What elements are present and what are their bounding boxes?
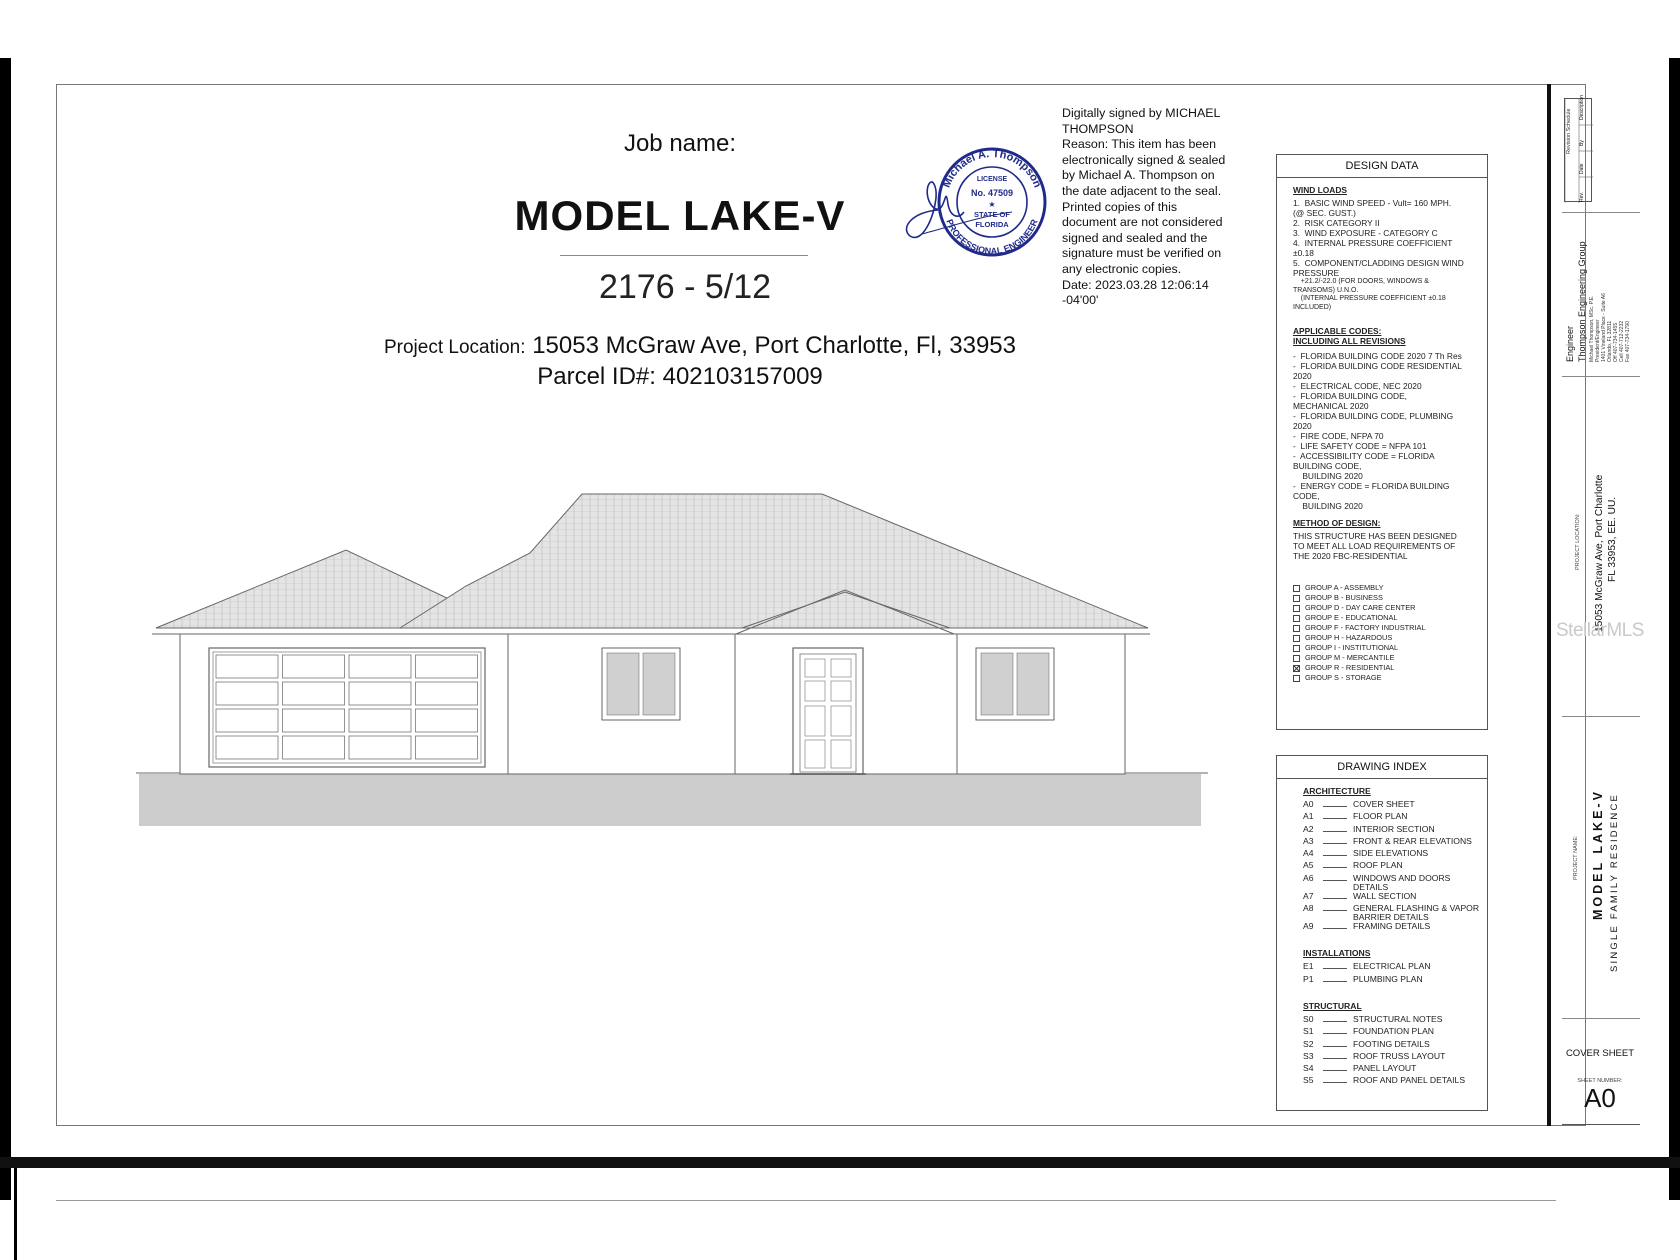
occupancy-group-label: GROUP D - DAY CARE CENTER bbox=[1305, 603, 1416, 612]
title-block-separator bbox=[1562, 1124, 1640, 1125]
index-sheet-code: S0 bbox=[1303, 1013, 1314, 1024]
job-name-label: Job name: bbox=[623, 130, 737, 157]
page-top-margin bbox=[0, 0, 1680, 58]
wind-load-line: 4. INTERNAL PRESSURE COEFFICIENT bbox=[1293, 238, 1453, 248]
project-location-value: 15053 McGraw Ave, Port Charlotte, Fl, 33953 bbox=[532, 332, 1016, 359]
occupancy-group-item bbox=[1293, 613, 1468, 623]
index-sheet-code: A9 bbox=[1303, 921, 1314, 932]
sheet-left-edge bbox=[0, 58, 11, 1200]
front-elevation-drawing bbox=[130, 488, 1210, 828]
occupancy-group-item bbox=[1293, 663, 1468, 673]
wind-load-line: +21.2/-22.0 (FOR DOORS, WINDOWS & bbox=[1293, 278, 1429, 285]
signature-line: Digitally signed by MICHAEL bbox=[1062, 106, 1221, 120]
occupancy-group-item bbox=[1293, 593, 1468, 603]
checkbox-icon bbox=[1293, 625, 1300, 632]
index-sheet-title: FRAMING DETAILS bbox=[1353, 921, 1431, 932]
title-block-separator bbox=[1562, 716, 1640, 717]
index-sheet-code: S5 bbox=[1303, 1075, 1314, 1086]
index-sheet-title: FRONT & REAR ELEVATIONS bbox=[1353, 835, 1472, 846]
method-of-design-text bbox=[1293, 531, 1468, 561]
occupancy-groups-list bbox=[1293, 583, 1468, 683]
signature-line: any electronic copies. bbox=[1062, 261, 1182, 276]
title-underline bbox=[560, 255, 808, 256]
revision-column-header: Rev. bbox=[1579, 192, 1585, 202]
wind-load-line: 2. RISK CATEGORY II bbox=[1293, 218, 1380, 228]
wind-load-line: PRESSURE bbox=[1293, 268, 1340, 278]
engineer-detail-line: Off 407-734-1455 bbox=[1613, 322, 1619, 362]
checkbox-icon bbox=[1293, 675, 1300, 682]
seal-bottom-arc: PROFESSIONAL ENGINEER bbox=[944, 217, 1040, 257]
digital-signature-note bbox=[1062, 106, 1232, 309]
code-line: CODE, bbox=[1293, 491, 1320, 501]
code-line: BUILDING CODE, bbox=[1293, 461, 1362, 471]
watermark: StellarMLS bbox=[1556, 620, 1644, 641]
index-row bbox=[1303, 922, 1483, 934]
index-sheet-title: PANEL LAYOUT bbox=[1353, 1063, 1417, 1074]
index-sheet-code: A4 bbox=[1303, 848, 1314, 859]
index-section-heading: STRUCTURAL bbox=[1303, 1000, 1362, 1011]
project-location bbox=[300, 332, 1100, 360]
drawing-index-box bbox=[1276, 755, 1488, 1111]
applicable-codes-heading bbox=[1293, 326, 1468, 346]
index-sheet-code: A1 bbox=[1303, 811, 1314, 822]
index-sheet-title: ROOF TRUSS LAYOUT bbox=[1353, 1050, 1446, 1061]
engineer-seal bbox=[892, 146, 1058, 266]
sheet-title: COVER SHEET bbox=[1565, 1048, 1635, 1059]
code-line: - ELECTRICAL CODE, NEC 2020 bbox=[1293, 381, 1422, 391]
index-sheet-code: A3 bbox=[1303, 835, 1314, 846]
index-sheet-title: PLUMBING PLAN bbox=[1353, 973, 1423, 984]
next-sheet-preview bbox=[14, 1168, 1669, 1260]
revision-column-header: Date bbox=[1579, 163, 1585, 174]
wind-load-line: (INTERNAL PRESSURE COEFFICIENT ±0.18 bbox=[1293, 295, 1446, 302]
index-row bbox=[1303, 1027, 1483, 1039]
signature-line: the date adjacent to the seal. bbox=[1062, 183, 1222, 198]
index-leader-line bbox=[1323, 1052, 1347, 1059]
index-sheet-code: S3 bbox=[1303, 1050, 1314, 1061]
index-sheet-code: S1 bbox=[1303, 1026, 1314, 1037]
index-sheet-title: FOOTING DETAILS bbox=[1353, 1038, 1430, 1049]
signature-line: Reason: This item has been bbox=[1062, 137, 1217, 152]
checkbox-icon bbox=[1293, 645, 1300, 652]
index-sheet-title: FLOOR PLAN bbox=[1353, 811, 1408, 822]
signature-line: signed and sealed and the bbox=[1062, 230, 1208, 245]
project-location-label-tb: PROJECT LOCATION: bbox=[1575, 513, 1581, 570]
engineer-detail-line: President/Engineer bbox=[1595, 319, 1601, 362]
seal-state: STATE OF bbox=[974, 210, 1010, 219]
method-line: THIS STRUCTURE HAS BEEN DESIGNED bbox=[1293, 531, 1457, 541]
index-row bbox=[1303, 812, 1483, 824]
seal-florida: FLORIDA bbox=[975, 220, 1009, 229]
index-leader-line bbox=[1323, 892, 1347, 899]
index-leader-line bbox=[1323, 1027, 1347, 1034]
applicable-codes-heading-line1: APPLICABLE CODES: bbox=[1293, 326, 1382, 336]
wind-loads-heading: WIND LOADS bbox=[1293, 185, 1347, 195]
design-data-title: DESIGN DATA bbox=[1277, 155, 1487, 178]
index-leader-line bbox=[1323, 837, 1347, 844]
index-sheet-code: A5 bbox=[1303, 860, 1314, 871]
project-location-line2-tb: FL 33953, EE. UU. bbox=[1607, 496, 1618, 582]
method-line: TO MEET ALL LOAD REQUIREMENTS OF bbox=[1293, 541, 1456, 551]
sheet-number: A0 bbox=[1584, 1083, 1616, 1113]
code-line: - FIRE CODE, NFPA 70 bbox=[1293, 431, 1384, 441]
occupancy-group-label: GROUP R - RESIDENTIAL bbox=[1305, 663, 1395, 672]
checkbox-icon bbox=[1293, 595, 1300, 602]
engineer-detail-line: Michael Thompson, MSc. P.E. bbox=[1589, 295, 1595, 362]
index-leader-line bbox=[1323, 861, 1347, 868]
wind-load-line: 3. WIND EXPOSURE - CATEGORY C bbox=[1293, 228, 1438, 238]
wind-load-line: ±0.18 bbox=[1293, 248, 1314, 258]
signature-line: -04'00' bbox=[1062, 293, 1099, 308]
index-sheet-code: P1 bbox=[1303, 973, 1314, 984]
project-name-tb: MODEL LAKE-V bbox=[1591, 789, 1605, 920]
index-sheet-title: ELECTRICAL PLAN bbox=[1353, 961, 1431, 972]
sheet-bottom-edge bbox=[0, 1157, 1680, 1168]
index-sheet-code: A0 bbox=[1303, 799, 1314, 809]
occupancy-group-label: GROUP I - INSTITUTIONAL bbox=[1305, 643, 1399, 652]
index-sheet-title: ROOF PLAN bbox=[1353, 860, 1403, 871]
index-row bbox=[1303, 874, 1483, 892]
design-data-content bbox=[1293, 185, 1468, 683]
parcel-id: Parcel ID#: 402103157009 bbox=[537, 363, 823, 390]
code-line: - FLORIDA BUILDING CODE, PLUMBING bbox=[1293, 411, 1454, 421]
occupancy-group-item bbox=[1293, 623, 1468, 633]
checkbox-icon bbox=[1293, 635, 1300, 642]
wind-load-line: 1. BASIC WIND SPEED - Vult= 160 MPH. bbox=[1293, 198, 1452, 208]
index-leader-line bbox=[1323, 800, 1347, 807]
star-icon: ★ bbox=[988, 200, 996, 209]
code-line: - ACCESSIBILITY CODE = FLORIDA bbox=[1293, 451, 1435, 461]
code-line: BUILDING 2020 bbox=[1293, 471, 1363, 481]
index-leader-line bbox=[1323, 874, 1347, 881]
index-sheet-title: WINDOWS AND DOORS DETAILS bbox=[1353, 872, 1451, 892]
index-sheet-title: ROOF AND PANEL DETAILS bbox=[1353, 1075, 1466, 1086]
index-leader-line bbox=[1323, 962, 1347, 969]
checkbox-icon bbox=[1293, 605, 1300, 612]
signature-line: THOMPSON bbox=[1062, 121, 1134, 136]
project-type-tb: SINGLE FAMILY RESIDENCE bbox=[1609, 792, 1620, 972]
applicable-codes-heading-line2: INCLUDING ALL REVISIONS bbox=[1293, 336, 1406, 346]
method-line: THE 2020 FBC-RESIDENTIAL bbox=[1293, 551, 1408, 561]
index-sheet-title: WALL SECTION bbox=[1353, 890, 1417, 901]
index-row bbox=[1303, 904, 1483, 922]
seal-number: No. 47509 bbox=[970, 188, 1014, 198]
occupancy-group-label: GROUP B - BUSINESS bbox=[1305, 593, 1383, 602]
index-row bbox=[1303, 1040, 1483, 1052]
wind-load-line: INCLUDED) bbox=[1293, 303, 1332, 311]
index-sheet-title: INTERIOR SECTION bbox=[1353, 823, 1435, 834]
sheet-number-label: SHEET NUMBER: bbox=[1577, 1078, 1623, 1084]
signature-line: Printed copies of this bbox=[1062, 199, 1178, 214]
drawing-index-content bbox=[1303, 786, 1483, 1089]
wind-load-line: (@ SEC. GUST.) bbox=[1293, 208, 1356, 218]
title-block-separator bbox=[1562, 1018, 1640, 1019]
index-leader-line bbox=[1323, 825, 1347, 832]
code-line: - FLORIDA BUILDING CODE 2020 7 Th Res bbox=[1293, 351, 1462, 361]
code-line: - LIFE SAFETY CODE = NFPA 101 bbox=[1293, 441, 1427, 451]
index-sheet-code: A2 bbox=[1303, 823, 1314, 834]
index-sheet-code: S2 bbox=[1303, 1038, 1314, 1049]
checked-box-icon bbox=[1293, 665, 1300, 672]
ground-strip bbox=[139, 774, 1201, 826]
signature-line: by Michael A. Thompson on bbox=[1062, 168, 1215, 183]
project-location-label: Project Location: bbox=[383, 337, 526, 358]
engineer-detail-line: 1401 Vineland Place - Suite A6 bbox=[1601, 293, 1607, 362]
index-sheet-title: FOUNDATION PLAN bbox=[1353, 1026, 1435, 1037]
project-location-line1-tb: 15053 McGraw Ave, Port Charlotte bbox=[1594, 474, 1605, 632]
revision-column-header: Description bbox=[1579, 94, 1585, 120]
applicable-codes-list bbox=[1293, 351, 1468, 511]
seal-license: LICENSE bbox=[976, 176, 1008, 183]
index-sheet-title: STRUCTURAL NOTES bbox=[1353, 1013, 1443, 1024]
index-leader-line bbox=[1323, 975, 1347, 982]
index-sheet-code: A8 bbox=[1303, 903, 1314, 914]
checkbox-icon bbox=[1293, 585, 1300, 592]
occupancy-group-label: GROUP M - MERCANTILE bbox=[1305, 653, 1395, 662]
index-sheet-code: A6 bbox=[1303, 872, 1314, 883]
model-code: 2176 - 5/12 bbox=[598, 268, 772, 306]
title-block-separator bbox=[1562, 212, 1640, 213]
signature-line: signature must be verified on bbox=[1062, 246, 1222, 261]
title-block-divider bbox=[1547, 84, 1551, 1126]
left-window bbox=[602, 648, 680, 720]
engineer-detail-line: Fax 407-734-1790 bbox=[1625, 321, 1631, 362]
entry-door bbox=[790, 648, 866, 774]
index-sheet-code: S4 bbox=[1303, 1063, 1314, 1074]
revision-schedule-label: Revision Schedule bbox=[1566, 108, 1572, 154]
occupancy-group-item bbox=[1293, 603, 1468, 613]
index-leader-line bbox=[1323, 1076, 1347, 1083]
occupancy-group-label: GROUP E - EDUCATIONAL bbox=[1305, 613, 1398, 622]
index-row bbox=[1303, 1076, 1483, 1088]
index-leader-line bbox=[1323, 1064, 1347, 1071]
index-leader-line bbox=[1323, 904, 1347, 911]
wind-load-line: 5. COMPONENT/CLADDING DESIGN WIND bbox=[1293, 258, 1464, 268]
index-sheet-code: A7 bbox=[1303, 890, 1314, 901]
engineer-firm: Thompson Engineering Group bbox=[1577, 241, 1587, 362]
seal-name-arc: Michael A. Thompson bbox=[940, 147, 1044, 190]
drawing-index-title: DRAWING INDEX bbox=[1277, 756, 1487, 779]
occupancy-group-item bbox=[1293, 673, 1468, 683]
signature-line: electronically signed & sealed bbox=[1062, 152, 1226, 167]
signature-line: Date: 2023.03.28 12:06:14 bbox=[1062, 277, 1209, 292]
design-data-box bbox=[1276, 154, 1488, 730]
index-section-heading: INSTALLATIONS bbox=[1303, 948, 1371, 959]
index-row bbox=[1303, 975, 1483, 987]
garage-door bbox=[209, 648, 485, 767]
sheet-right-edge bbox=[1669, 58, 1680, 1200]
index-row bbox=[1303, 861, 1483, 873]
next-sheet-border-line bbox=[56, 1200, 1556, 1201]
occupancy-group-item bbox=[1293, 633, 1468, 643]
occupancy-group-label: GROUP H - HAZARDOUS bbox=[1305, 633, 1393, 642]
occupancy-group-label: GROUP F - FACTORY INDUSTRIAL bbox=[1305, 623, 1426, 632]
code-line: - FLORIDA BUILDING CODE, bbox=[1293, 391, 1408, 401]
signature-line: document are not considered bbox=[1062, 215, 1223, 230]
index-leader-line bbox=[1323, 922, 1347, 929]
title-block-separator bbox=[1562, 376, 1640, 377]
checkbox-icon bbox=[1293, 615, 1300, 622]
code-line: 2020 bbox=[1293, 421, 1312, 431]
engineer-detail-line: Orlando, FL 32811 bbox=[1607, 320, 1613, 362]
main-hip-roof bbox=[400, 494, 1148, 628]
code-line: BUILDING 2020 bbox=[1293, 501, 1363, 511]
engineer-detail-line: Cell 407-712-2232 bbox=[1619, 320, 1625, 362]
checkbox-icon bbox=[1293, 655, 1300, 662]
index-leader-line bbox=[1323, 1015, 1347, 1022]
occupancy-group-item bbox=[1293, 643, 1468, 653]
occupancy-group-item bbox=[1293, 653, 1468, 663]
index-section-heading: ARCHITECTURE bbox=[1303, 786, 1371, 796]
index-sheet-title: COVER SHEET bbox=[1353, 799, 1415, 809]
index-row bbox=[1303, 962, 1483, 974]
model-name-title: MODEL LAKE-V bbox=[514, 192, 846, 239]
occupancy-group-label: GROUP A - ASSEMBLY bbox=[1305, 583, 1384, 592]
wind-load-line: TRANSOMS) U.N.O. bbox=[1293, 286, 1359, 294]
occupancy-group-label: GROUP S - STORAGE bbox=[1305, 673, 1382, 682]
index-leader-line bbox=[1323, 1040, 1347, 1047]
engineer-label: Engineer bbox=[1565, 325, 1575, 362]
index-sheet-code: E1 bbox=[1303, 961, 1314, 972]
method-of-design-heading: METHOD OF DESIGN: bbox=[1293, 518, 1381, 528]
code-line: MECHANICAL 2020 bbox=[1293, 401, 1369, 411]
index-sheet-title: GENERAL FLASHING & VAPOR BARRIER DETAILS bbox=[1353, 903, 1480, 923]
code-line: 2020 bbox=[1293, 371, 1312, 381]
index-leader-line bbox=[1323, 812, 1347, 819]
occupancy-group-item bbox=[1293, 583, 1468, 593]
code-line: - ENERGY CODE = FLORIDA BUILDING bbox=[1293, 481, 1450, 491]
index-leader-line bbox=[1323, 849, 1347, 856]
right-window bbox=[976, 648, 1054, 720]
index-sheet-title: SIDE ELEVATIONS bbox=[1353, 848, 1429, 859]
revision-column-header: By bbox=[1579, 140, 1585, 146]
code-line: - FLORIDA BUILDING CODE RESIDENTIAL bbox=[1293, 361, 1462, 371]
project-name-label-tb: PROJECT NAME: bbox=[1573, 835, 1579, 880]
wind-loads-list bbox=[1293, 198, 1468, 312]
